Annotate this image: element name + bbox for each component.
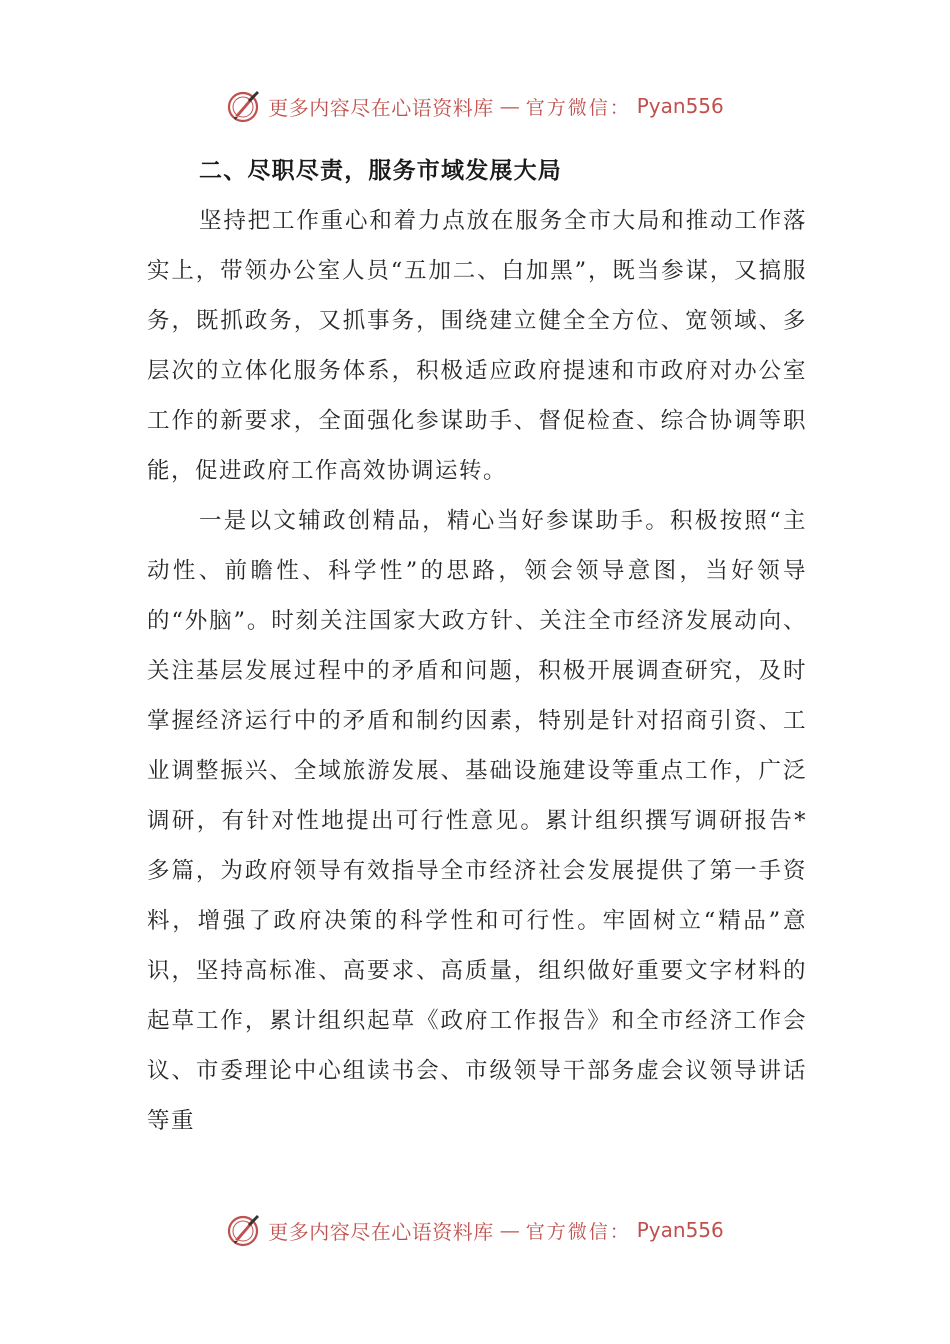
- wechat-label: 官方微信：: [525, 1220, 631, 1243]
- paragraph-1: 坚持把工作重心和着力点放在服务全市大局和推动工作落实上，带领办公室人员“五加二、白加黑”，既当参谋，又搞服务，既抓政务，又抓事务，围绕建立健全全方位、宽领域、多层次的立体化服务体系，积极适应政府提速和市政府对办公室工作的新要求，全面强化参谋助手、督促检查、综合协调等职能，促进政府工作高效协调运转。: [147, 208, 807, 484]
- paragraph-2: 一是以文辅政创精品，精心当好参谋助手。积极按照“主动性、前瞻性、科学性”的思路，领会领导意图，当好领导的“外脑”。时刻关注国家大政方针、关注全市经济发展动向、关注基层发展过程中的矛盾和问题，积极开展调查研究，及时掌握经济运行中的矛盾和制约因素，特别是针对招商引资、工业调整振兴、全域旅游发展、基础设施建设等重点工作，广泛调研，有针对性地提出可行性意见。累计组织撰写调研报告*多篇，为政府领导有效指导全市经济社会发展提供了第一手资料，增强了政府决策的科学性和可行性。牢固树立“精品”意识，坚持高标准、高要求、高质量，组织做好重要文字材料的起草工作，累计组织起草《政府工作报告》和全市经济工作会议、市委理论中心组读书会、市级领导干部务虚会议领导讲话等重: [147, 508, 807, 1134]
- wechat-id: Pyan556: [636, 94, 724, 118]
- quill-logo-icon: [226, 88, 262, 124]
- wechat-id: Pyan556: [636, 1218, 724, 1242]
- section-heading: 二、尽职尽责，服务市域发展大局: [199, 158, 562, 184]
- banner-text: 更多内容尽在心语资料库: [268, 1219, 494, 1244]
- wechat-label: 官方微信：: [525, 96, 631, 119]
- quill-logo-icon: [226, 1212, 262, 1248]
- footer-banner: [0, 1208, 950, 1252]
- banner-separator: —: [499, 1218, 520, 1242]
- header-banner: [0, 84, 950, 128]
- banner-text: 更多内容尽在心语资料库: [268, 95, 494, 120]
- document-body: [147, 146, 807, 1146]
- banner-separator: —: [499, 94, 520, 118]
